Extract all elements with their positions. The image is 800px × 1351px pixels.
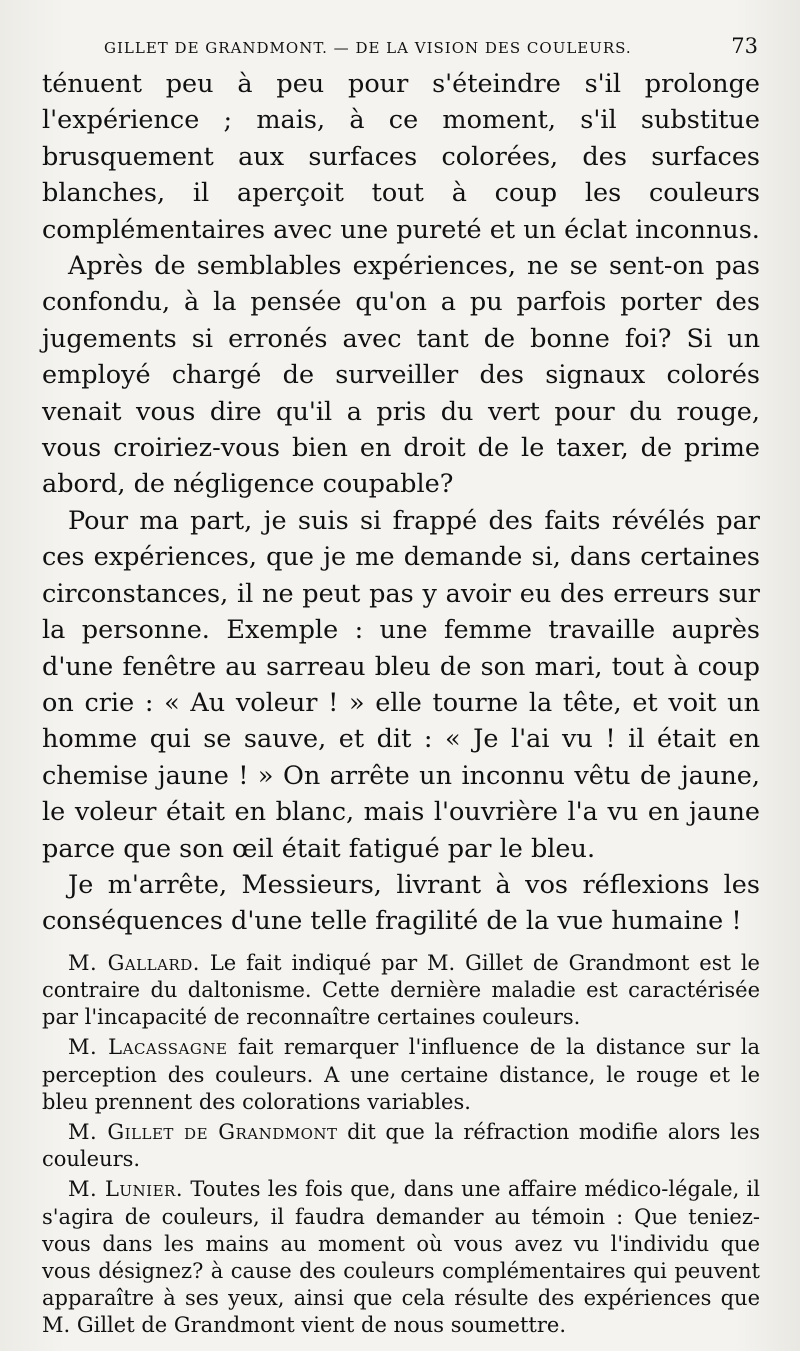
speaker-name: M. Lunier.: [68, 1177, 184, 1202]
discussion-text: fait remarquer l'influence de la distance sur la perception des couleurs. A une certaine distance, le rouge et le bleu prennent des colorations variables.: [42, 1035, 760, 1114]
page-number: 73: [731, 34, 758, 58]
discussion-text: dit que la réfraction modifie alors les couleurs.: [42, 1119, 760, 1172]
running-head: [104, 34, 760, 58]
discussion: [42, 950, 760, 1340]
discussion-entry: [42, 1119, 760, 1173]
discussion-text: Le fait indiqué par M. Gillet de Grandmont est le contraire du daltonisme. Cette dernière maladie est caractérisée par l'incapacité de reconnaître certaines couleurs.: [42, 950, 760, 1030]
discussion-entry: [42, 950, 760, 1032]
discussion-entry: [42, 1034, 760, 1116]
running-head-title: GILLET DE GRANDMONT. — DE LA VISION DES COULEURS.: [104, 39, 632, 57]
paragraph-1: ténuent peu à peu pour s'éteindre s'il prolonge l'expérience ; mais, à ce moment, s'il substitue brusquement aux surfaces colorées, des surfaces blanches, il aperçoit tout à coup les couleurs complémentaires avec une pureté et un éclat inconnus.: [42, 69, 760, 245]
discussion-entry: [42, 1176, 760, 1339]
paragraph-4: Je m'arrête, Messieurs, livrant à vos réflexions les conséquences d'une telle fragilité de la vue humaine !: [42, 869, 760, 937]
speaker-name: M. Gallard.: [68, 950, 200, 975]
discussion-text: Toutes les fois que, dans une affaire médico-légale, il s'agira de couleurs, il faudra demander au témoin : Que teniez-vous dans les mains au moment où vous avez vu l'individu que vous désignez? à cause des couleurs complémentaires qui peuvent apparaître à ses yeux, ainsi que cela résulte des expériences que M. Gillet de Grandmont vient de nous soumettre.: [42, 1177, 760, 1338]
speaker-name: M. Gillet de Grandmont: [68, 1119, 338, 1144]
speaker-name: M. Lacassagne: [68, 1035, 228, 1060]
main-text: [42, 66, 760, 940]
paragraph-2: Après de semblables expériences, ne se sent-on pas confondu, à la pensée qu'on a pu parfois porter des jugements si erronés avec tant de bonne foi? Si un employé chargé de surveiller des signaux colorés venait vous dire qu'il a pris du vert pour du rouge, vous croiriez-vous bien en droit de le taxer, de prime abord, de négligence coupable?: [42, 251, 760, 500]
paragraph-3: Pour ma part, je suis si frappé des faits révélés par ces expériences, que je me demande si, dans certaines circonstances, il ne peut pas y avoir eu des erreurs sur la personne. Exemple : une femme travaille auprès d'une fenêtre au sarreau bleu de son mari, tout à coup on crie : « Au voleur ! » elle tourne la tête, et voit un homme qui se sauve, et dit : « Je l'ai vu ! il était en chemise jaune ! » On arrête un inconnu vêtu de jaune, le voleur était en blanc, mais l'ouvrière l'a vu en jaune parce que son œil était fatigué par le bleu.: [42, 505, 760, 864]
